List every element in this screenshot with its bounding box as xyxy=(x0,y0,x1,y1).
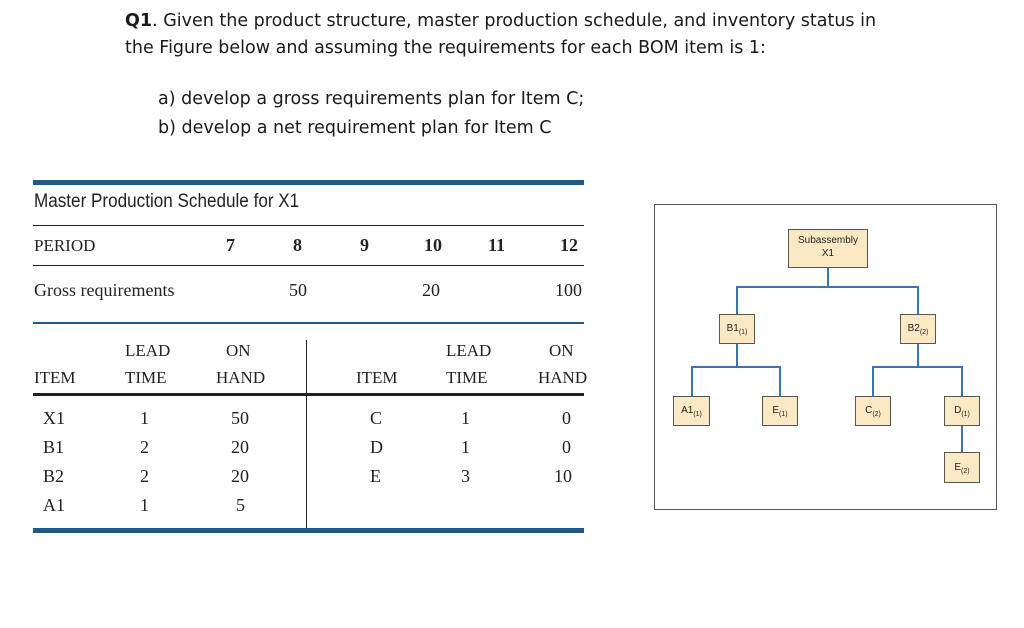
period-11: 11 xyxy=(488,235,506,255)
connector xyxy=(917,344,919,366)
gross-p10: 20 xyxy=(422,280,440,300)
connector xyxy=(961,366,963,396)
node-label: E xyxy=(772,405,780,416)
mid-rule xyxy=(33,322,584,324)
connector xyxy=(827,268,829,286)
item-cell: B2 xyxy=(43,466,65,486)
hand-header: HAND xyxy=(538,368,588,387)
item-cell: A1 xyxy=(43,495,65,515)
connector xyxy=(691,366,781,368)
onhand-cell: 20 xyxy=(231,437,249,457)
on-header: ON xyxy=(226,341,251,360)
period-10: 10 xyxy=(424,235,442,255)
top-rule xyxy=(33,180,584,185)
rule xyxy=(33,265,584,266)
bom-node-a1 xyxy=(673,396,710,426)
period-8: 8 xyxy=(293,235,302,255)
bom-node-b2 xyxy=(900,314,936,344)
lead-header: LEAD xyxy=(446,341,492,360)
connector xyxy=(872,366,874,396)
gross-label: Gross requirements xyxy=(34,280,175,300)
connector xyxy=(736,286,738,314)
connector xyxy=(872,366,963,368)
node-qty: (1) xyxy=(779,411,788,418)
bom-node-e xyxy=(762,396,798,426)
onhand-cell: 5 xyxy=(236,495,245,515)
period-7: 7 xyxy=(226,235,235,255)
gross-p12: 100 xyxy=(555,280,582,300)
node-qty: (1) xyxy=(961,411,970,418)
node-label: D xyxy=(954,405,962,416)
question-label: Q1 xyxy=(125,11,153,31)
bom-node-b1 xyxy=(719,314,755,344)
node-label: B1 xyxy=(726,323,739,334)
connector xyxy=(691,366,693,396)
bom-node-d xyxy=(944,396,980,426)
connector xyxy=(736,286,919,288)
connector xyxy=(779,366,781,396)
lead-cell: 1 xyxy=(140,408,149,428)
mps-title: Master Production Schedule for X1 xyxy=(34,191,300,212)
lead-cell: 3 xyxy=(461,466,470,486)
node-qty: (1) xyxy=(693,411,702,418)
onhand-cell: 50 xyxy=(231,408,249,428)
connector xyxy=(961,426,963,452)
lead-header: LEAD xyxy=(125,341,171,360)
node-label: E xyxy=(954,462,962,473)
header-rule xyxy=(33,393,584,396)
bottom-rule xyxy=(33,528,584,533)
node-qty: (2) xyxy=(872,411,881,418)
period-9: 9 xyxy=(360,235,369,255)
column-divider xyxy=(306,340,307,528)
connector xyxy=(917,286,919,314)
item-cell: E xyxy=(370,466,381,486)
node-qty: (1) xyxy=(738,329,748,336)
period-12: 12 xyxy=(560,235,578,255)
node-label: X1 xyxy=(821,248,835,259)
node-qty: (2) xyxy=(961,468,970,475)
item-cell: B1 xyxy=(43,437,65,457)
question-line2: the Figure below and assuming the requirements for each BOM item is 1: xyxy=(125,38,766,58)
question-line1: . Given the product structure, master production schedule, and inventory status in xyxy=(152,11,877,31)
gross-p8: 50 xyxy=(289,280,307,300)
time-header: TIME xyxy=(125,368,167,387)
connector xyxy=(736,344,738,366)
lead-cell: 1 xyxy=(461,437,470,457)
task-a: a) develop a gross requirements plan for Item C; xyxy=(158,89,585,109)
task-b: b) develop a net requirement plan for Item C xyxy=(158,118,552,138)
item-cell: D xyxy=(370,437,383,457)
hand-header: HAND xyxy=(216,368,266,387)
node-qty: (2) xyxy=(919,329,929,336)
onhand-cell: 10 xyxy=(554,466,572,486)
bom-node-e2 xyxy=(944,452,980,483)
question-text xyxy=(125,8,876,62)
item-header: ITEM xyxy=(34,368,76,387)
lead-cell: 1 xyxy=(140,495,149,515)
node-label: C xyxy=(865,405,873,416)
onhand-cell: 20 xyxy=(231,466,249,486)
onhand-cell: 0 xyxy=(562,437,571,457)
onhand-cell: 0 xyxy=(562,408,571,428)
node-label: B2 xyxy=(907,323,920,334)
node-label: A1 xyxy=(681,405,694,416)
item-cell: C xyxy=(370,408,383,428)
node-label: Subassembly xyxy=(797,235,859,246)
period-label: PERIOD xyxy=(34,236,96,255)
lead-cell: 1 xyxy=(461,408,470,428)
item-cell: X1 xyxy=(43,408,65,428)
item-header: ITEM xyxy=(356,368,398,387)
lead-cell: 2 xyxy=(140,466,149,486)
bom-node-c xyxy=(855,396,891,426)
time-header: TIME xyxy=(446,368,488,387)
rule xyxy=(33,225,584,226)
lead-cell: 2 xyxy=(140,437,149,457)
bom-node-x1 xyxy=(788,229,868,268)
on-header: ON xyxy=(549,341,574,360)
